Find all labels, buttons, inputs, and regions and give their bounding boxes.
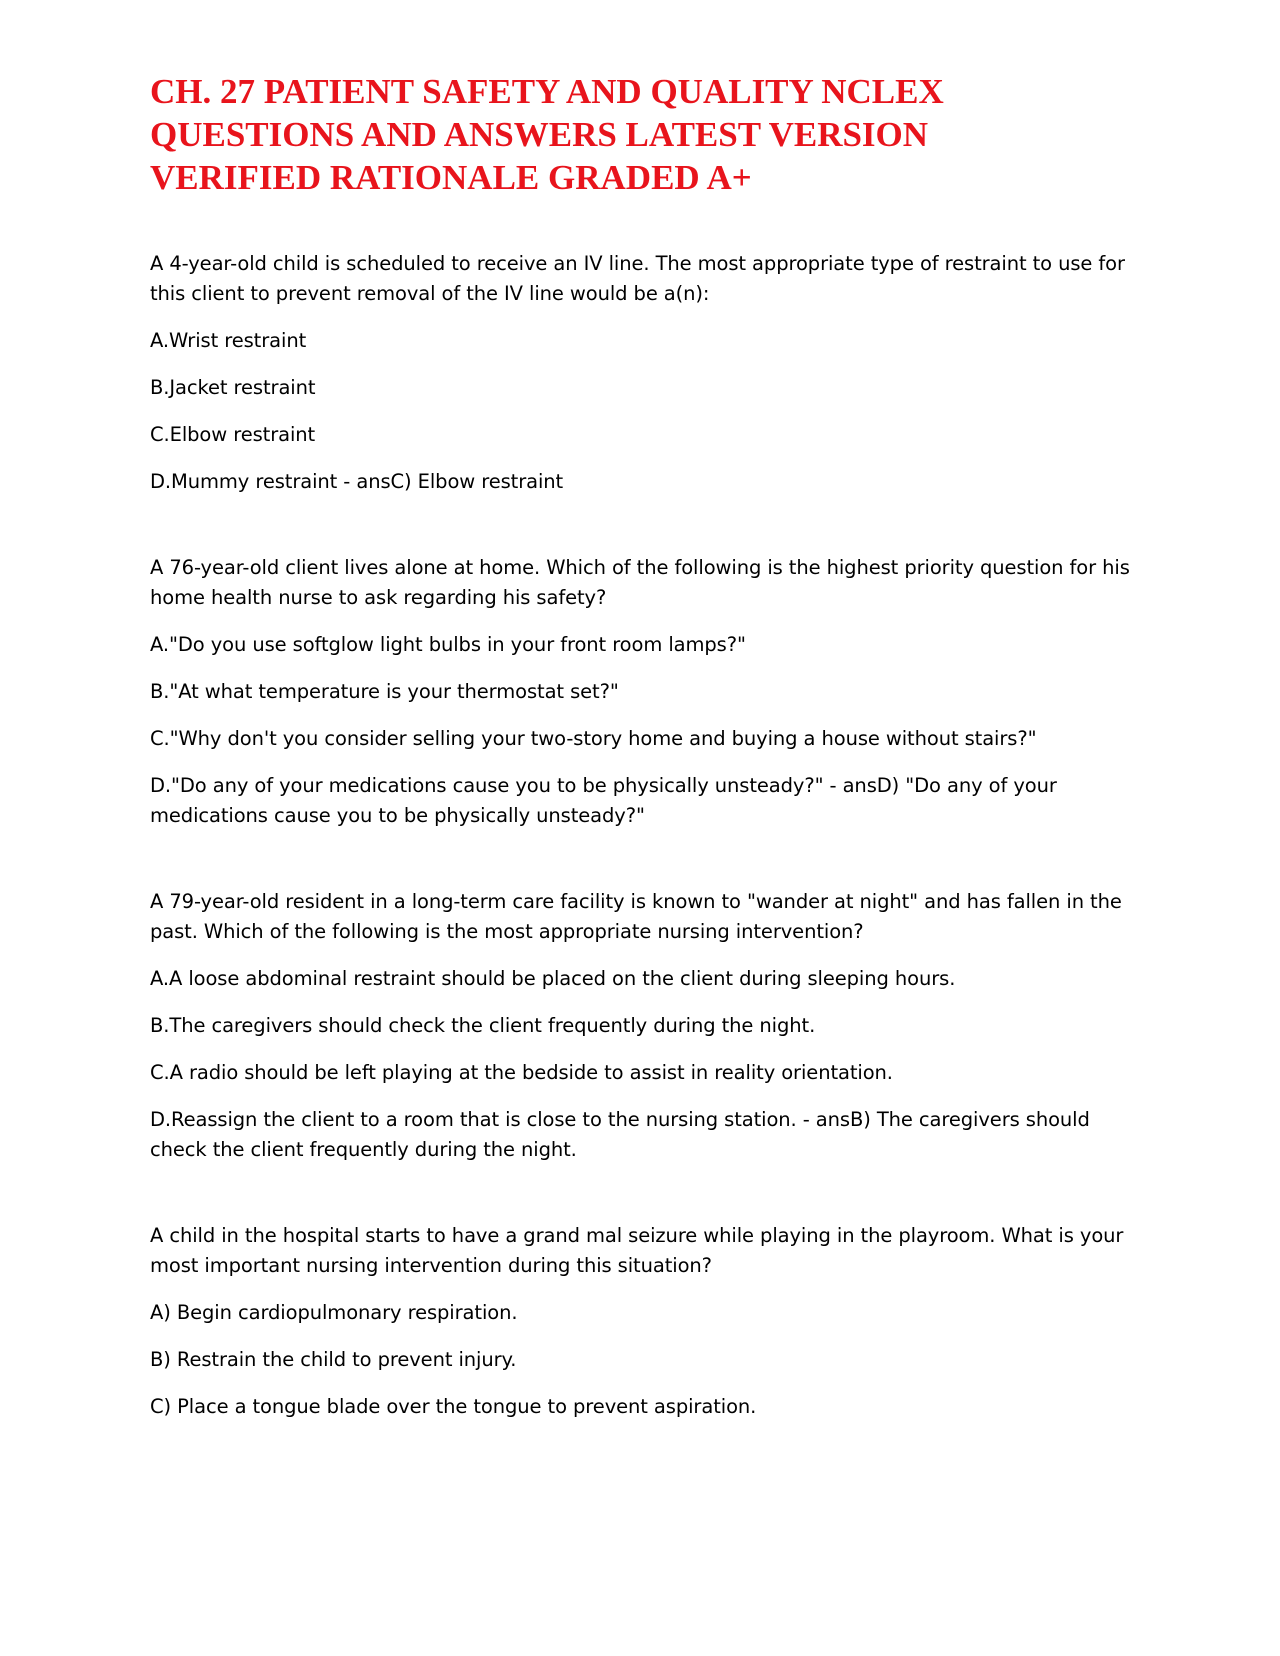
answer-option: A.A loose abdominal restraint should be placed on the client during sleeping hours. (150, 967, 956, 990)
answer-option-with-answer: D.Reassign the client to a room that is close to the nursing station. - ansB) The caregivers should check the client frequently during the night. (150, 1108, 1090, 1161)
question-text: A 79-year-old resident in a long-term care facility is known to "wander at night" and has fallen in the past. Which of the following is the most appropriate nursing intervention? (150, 890, 1122, 943)
document-page (150, 70, 1130, 1478)
answer-option: C.A radio should be left playing at the bedside to assist in reality orientation. (150, 1061, 893, 1084)
answer-option: B.The caregivers should check the client frequently during the night. (150, 1014, 816, 1037)
answer-option: B) Restrain the child to prevent injury. (150, 1348, 517, 1371)
question-text: A child in the hospital starts to have a grand mal seizure while playing in the playroom. What is your most important nursing intervention during this situation? (150, 1224, 1124, 1277)
answer-option: C.Elbow restraint (150, 423, 316, 446)
answer-option: B.Jacket restraint (150, 376, 316, 399)
answer-option: A) Begin cardiopulmonary respiration. (150, 1301, 518, 1324)
answer-option: B."At what temperature is your thermostat set?" (150, 680, 619, 703)
question-text: A 76-year-old client lives alone at home. Which of the following is the highest priority question for his home health nurse to ask regarding his safety? (150, 556, 1130, 609)
question-1 (150, 249, 1130, 497)
question-2 (150, 553, 1130, 831)
answer-option: C) Place a tongue blade over the tongue to prevent aspiration. (150, 1395, 757, 1418)
question-3 (150, 887, 1130, 1165)
answer-option-with-answer: D."Do any of your medications cause you to be physically unsteady?" - ansD) "Do any of your medications cause you to be physically unsteady?" (150, 774, 1057, 827)
question-text: A 4-year-old child is scheduled to receive an IV line. The most appropriate type of restraint to use for this client to prevent removal of the IV line would be a(n): (150, 252, 1125, 305)
document-title: CH. 27 PATIENT SAFETY AND QUALITY NCLEX QUESTIONS AND ANSWERS LATEST VERSION VERIFIED RATIONALE GRADED A+ (150, 72, 944, 197)
answer-option-with-answer: D.Mummy restraint - ansC) Elbow restraint (150, 470, 564, 493)
question-4 (150, 1221, 1130, 1422)
answer-option: A."Do you use softglow light bulbs in your front room lamps?" (150, 633, 746, 656)
answer-option: C."Why don't you consider selling your two-story home and buying a house without stairs?" (150, 727, 1037, 750)
answer-option: A.Wrist restraint (150, 329, 307, 352)
